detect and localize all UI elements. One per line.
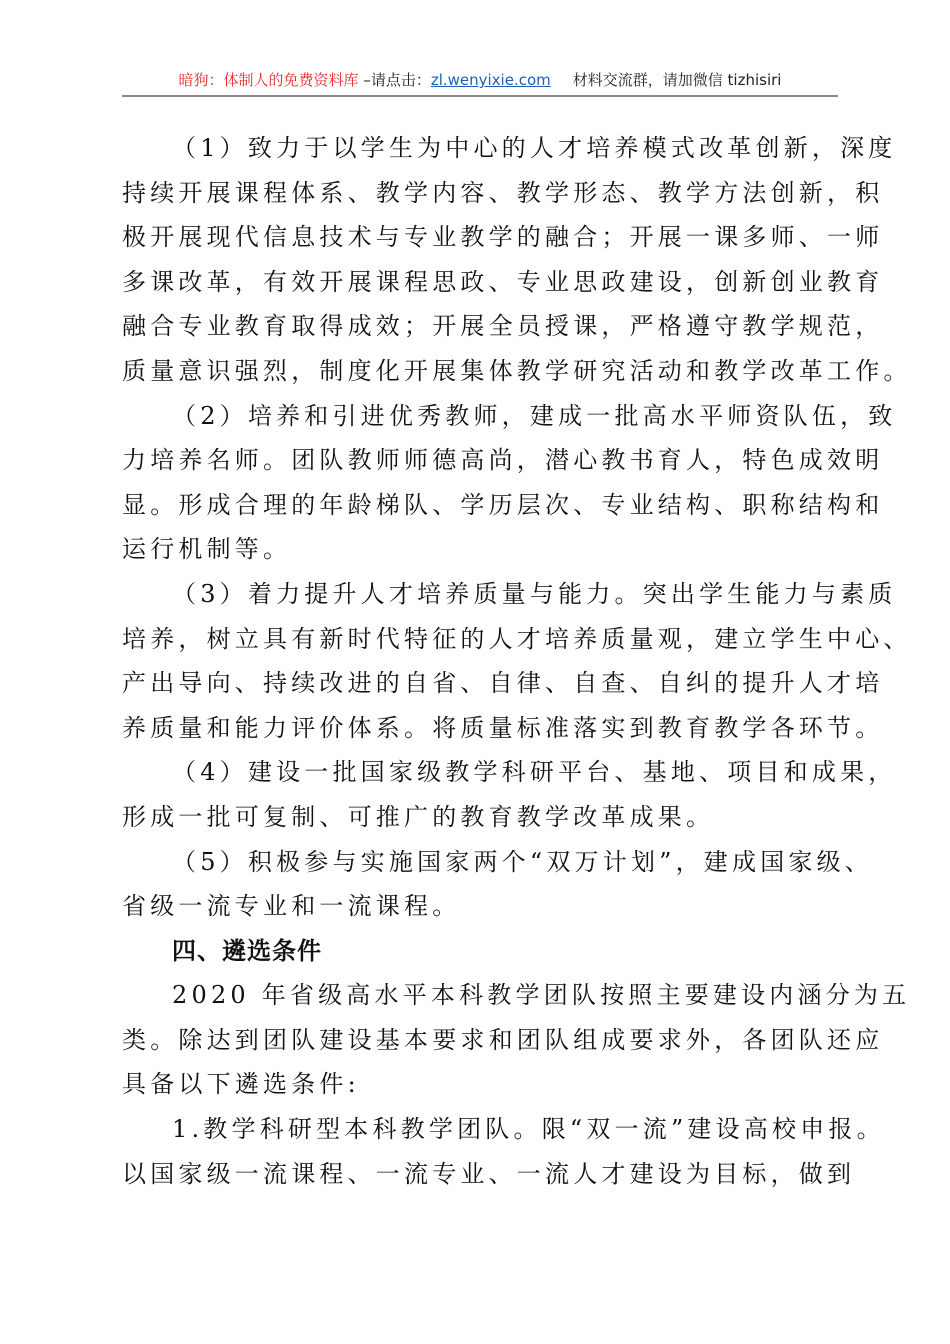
paragraph-line: 力培养名师。团队教师师德高尚，潜心教书育人，特色成效明	[122, 446, 884, 475]
header-divider	[122, 95, 838, 97]
paragraph-line: 2020 年省级高水平本科教学团队按照主要建设内涵分为五	[172, 981, 911, 1010]
paragraph-line: 融合专业教育取得成效；开展全员授课，严格遵守教学规范，	[122, 312, 884, 341]
paragraph-line: （2）培养和引进优秀教师，建成一批高水平师资队伍，致	[172, 401, 897, 430]
paragraph-line: 培养，树立具有新时代特征的人才培养质量观，建立学生中心、	[122, 624, 912, 653]
paragraph-line: 1.教学科研型本科教学团队。限“双一流”建设高校申报。	[172, 1115, 885, 1144]
website-link[interactable]: zl.wenyixie.com	[430, 71, 551, 89]
paragraph-line: 以国家级一流课程、一流专业、一流人才建设为目标，做到	[122, 1159, 856, 1188]
paragraph-line: 养质量和能力评价体系。将质量标准落实到教育教学各环节。	[122, 713, 884, 742]
document-body	[122, 126, 912, 1196]
paragraph-line: 省级一流专业和一流课程。	[122, 892, 461, 921]
paragraph-line: （1）致力于以学生为中心的人才培养模式改革创新，深度	[172, 134, 897, 162]
paragraph-line: （5）积极参与实施国家两个“双万计划”，建成国家级、	[172, 847, 874, 876]
paragraph-line: （4）建设一批国家级教学科研平台、基地、项目和成果，	[172, 758, 897, 787]
paragraph-line: 类。除达到团队建设基本要求和团队组成要求外，各团队还应	[122, 1025, 884, 1054]
paragraph-line: （3）着力提升人才培养质量与能力。突出学生能力与素质	[172, 579, 897, 608]
paragraph-line: 产出导向、持续改进的自省、自律、自查、自纠的提升人才培	[122, 669, 884, 698]
paragraph-line: 具备以下遴选条件:	[122, 1070, 360, 1099]
paragraph-line: 运行机制等。	[122, 535, 292, 564]
wechat-group-note: 材料交流群，请加微信 tizhisiri	[572, 71, 782, 89]
promo-title: 暗狗：体制人的免费资料库	[178, 71, 359, 89]
paragraph-line: 极开展现代信息技术与专业教学的融合；开展一课多师、一师	[122, 223, 884, 252]
paragraph-line: 质量意识强烈，制度化开展集体教学研究活动和教学改革工作。	[122, 356, 912, 385]
paragraph-line: 持续开展课程体系、教学内容、教学形态、教学方法创新，积	[122, 178, 884, 207]
section-heading: 四、遴选条件	[172, 936, 322, 965]
paragraph-line: 多课改革，有效开展课程思政、专业思政建设，创新创业教育	[122, 267, 884, 296]
page-header-banner	[122, 66, 838, 94]
paragraph-line: 形成一批可复制、可推广的教育教学改革成果。	[122, 802, 715, 831]
click-prompt: –请点击：	[358, 71, 431, 89]
paragraph-line: 显。形成合理的年龄梯队、学历层次、专业结构、职称结构和	[122, 490, 884, 519]
